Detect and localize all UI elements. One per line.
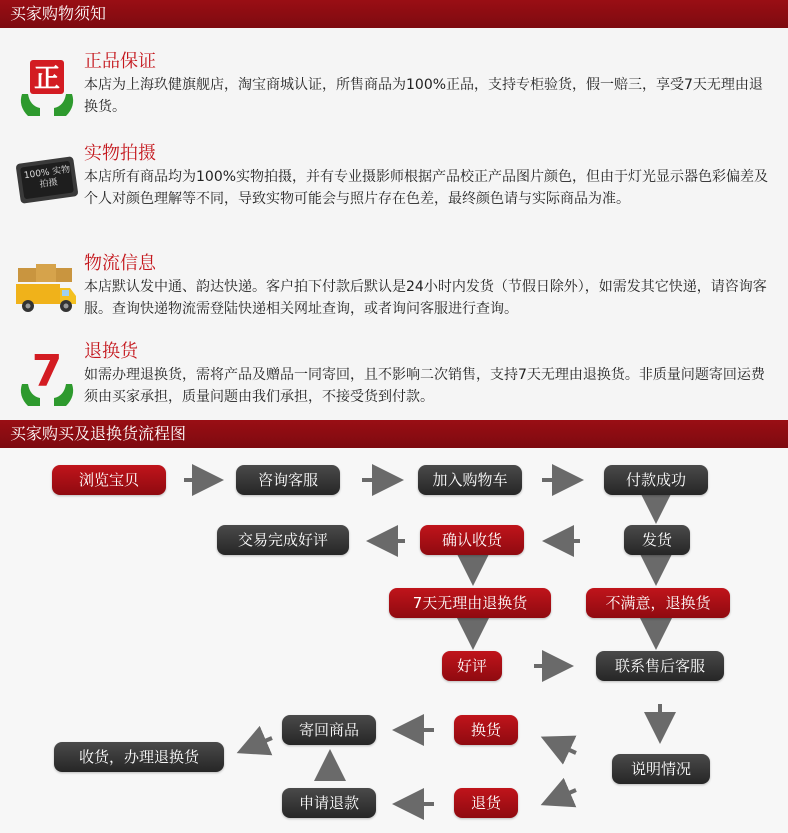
flow-after-sales: 联系售后客服	[596, 651, 724, 681]
flow-good-review: 好评	[442, 651, 502, 681]
notice-title: 物流信息	[84, 253, 156, 274]
flow-receive-return: 收货，办理退换货	[54, 742, 224, 772]
flow-explain: 说明情况	[612, 754, 710, 784]
flow-apply-refund: 申请退款	[282, 788, 376, 818]
delivery-truck-icon	[14, 256, 80, 322]
seven-day-return-icon	[14, 344, 80, 410]
notice-body: 本店为上海玖健旗舰店，淘宝商城认证，所售商品为100%正品，支持专柜验货，假一赔三，享受7天无理由退换货。	[84, 77, 763, 115]
genuine-icon	[14, 54, 80, 120]
flow-paid: 付款成功	[604, 465, 708, 495]
flow-unsatisfied: 不满意，退换货	[586, 588, 730, 618]
flow-ship: 发货	[624, 525, 690, 555]
purchase-flow-section	[0, 420, 788, 833]
flow-refund: 退货	[454, 788, 518, 818]
photo-badge-text: 100% 实物拍摄	[23, 164, 71, 191]
flow-exchange: 换货	[454, 715, 518, 745]
flow-return7: 7天无理由退换货	[389, 588, 551, 618]
notice-title: 正品保证	[84, 51, 156, 72]
svg-text:7: 7	[31, 346, 63, 397]
flow-send-back: 寄回商品	[282, 715, 376, 745]
flow-confirm: 确认收货	[420, 525, 524, 555]
flow-add-cart: 加入购物车	[418, 465, 522, 495]
notice-header: 买家购物须知	[0, 0, 788, 28]
flow-review-done: 交易完成好评	[217, 525, 349, 555]
arrow	[244, 738, 272, 750]
camera-photo-icon	[14, 146, 80, 212]
flow-browse: 浏览宝贝	[52, 465, 166, 495]
notice-title: 实物拍摄	[84, 143, 156, 164]
flow-header: 买家购买及退换货流程图	[0, 420, 788, 448]
svg-text:正: 正	[33, 64, 61, 94]
flow-consult: 咨询客服	[236, 465, 340, 495]
notice-body: 本店所有商品均为100%实物拍摄，并有专业摄影师根据产品校正产品图片颜色，但由于灯光显示器色彩偏差及个人对颜色理解等不同，导致实物可能会与照片存在色差，最终颜色请与实际商品为准。	[84, 169, 769, 207]
arrow	[548, 740, 576, 753]
notice-body: 如需办理退换货，需将产品及赠品一同寄回，且不影响二次销售，支持7天无理由退换货。非质量问题寄回运费须由买家承担，质量问题由我们承担，不接受货到付款。	[84, 367, 765, 405]
arrow	[548, 790, 576, 802]
notice-body: 本店默认发中通、韵达快递。客户拍下付款后默认是24小时内发货（节假日除外），如需发其它快递，请咨询客服。查询快递物流需登陆快递相关网址查询，或者询问客服进行查询。	[84, 279, 767, 317]
notice-title: 退换货	[84, 341, 138, 362]
